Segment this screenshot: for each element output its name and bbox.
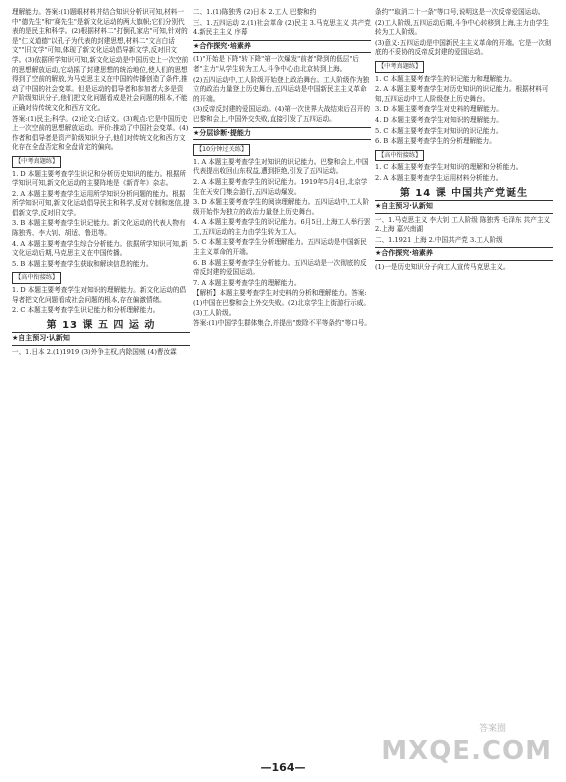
paragraph: (3)反帝反封建的爱国运动。(4)第一次世界大战结束后召开的巴黎和会上,中国外交失败,直接引发了五四运动。 (193, 105, 370, 123)
section-banner: ★合作探究·培素养 (375, 247, 553, 261)
answer-item: 2. A 本题主要考查学生运用材料分析能力。 (375, 173, 503, 182)
section-banner: ★合作探究·培素养 (193, 40, 371, 54)
answer-item: 2. A 本题主要考查学生的识记能力。1919年5月4日,北京学生在天安门集会游行,五四运动爆发。 (193, 177, 368, 196)
answer-item: 6. B 本题主要考查学生的分析理解能力。 (375, 137, 496, 146)
answer-item: 3. B 本题主要考查学生识记能力。新文化运动的代表人物有陈独秀、李大钊、胡适、鲁迅等。 (12, 219, 186, 238)
paragraph: 理解能力。答案:(1)题眼材料并结合知识分析识可知,材料一中"德先生"和"赛先生"是新文化运动的两大旗帜;它们分别代表的是民主和科学。(2)根据材料二"打倒孔家店"可知,针对的是"仁义道德"以孔子为代表的封建思想,材料二"文言白话文""旧文学"可知,体现了新文化运动倡导新文学,反对旧文学。(3)依据所学知识可知,新文化运动是中国历史上一次空前的思想解放运动,它动摇了封建思想的统治地位,使人们的思想得到了空前的解放,为马克思主义在中国的传播创造了条件,推动了中国的社会变革。但是运动的倡导者和参加者大多是资产阶级知识分子,他们把文化问题看成是社会问题的根本,不能正确对待传统文化和西方文化。 (12, 8, 189, 112)
column-right (375, 8, 553, 274)
paragraph: (2)五四运动中,工人阶级开始登上政治舞台。工人阶级作为独立的政治力量登上历史舞台,五四运动是中国新民主主义革命的开端。 (193, 75, 370, 103)
lesson-title: 第 14 课 中国共产党诞生 (399, 187, 529, 199)
answer-item: 5. B 本题主要考查学生获取和解读信息的能力。 (12, 259, 153, 268)
paragraph: (3)意义:五四运动是中国新民主主义革命的开端。它是一次彻底的不妥协的反帝反封建的爱国运动。 (375, 38, 552, 57)
answer-item: 三、1.五四运动 2.(1)社会革命 (2)民主 3.马克思主义 共产党 4.新民主主义 序幕 (193, 18, 371, 37)
section-tag-zhongkao: 【中考真题练】 (12, 156, 61, 168)
answer-item: 3. D 本题主要考查学生对史料的理解能力。 (375, 105, 503, 114)
paragraph: 条约""取消二十一条"等口号,说明这是一次反帝爱国运动。 (375, 8, 545, 16)
answer-item: 二、1.1921 上海 2.中国共产党 3.工人阶级 (375, 235, 503, 244)
section-banner: ★分层诊断·提能力 (193, 127, 371, 141)
answer-item: 7. A 本题主要考查学生的理解能力。 (193, 278, 301, 287)
section-banner: ★自主预习·认新知 (12, 332, 190, 346)
paragraph: (1)"开始是下降"转下降"第一次爆发"前者"降到的低层"后者"主力"从学生转为工人,斗争中心由北京转到上海。 (193, 55, 360, 73)
answer-item: 2. C 本题主要考查学生识记能力和分析理解能力。 (12, 306, 160, 315)
paragraph: (2)工人阶级,五四运动后期,斗争中心转移到上海,主力由学生转为工人阶级。 (375, 18, 549, 37)
section-banner: ★自主预习·认新知 (375, 200, 553, 214)
answer-item: 6. B 本题主要考查学生分析能力。五四运动是一次彻底的反帝反封建的爱国运动。 (193, 258, 367, 277)
column-middle (193, 8, 371, 330)
answer-item: 二、1.(1)陈独秀 (2)日本 2.工人 巴黎和约 (193, 8, 317, 16)
answer-item: 一、1.日本 2.(1)1919 (3)外争主权,内除国贼 (4)曹汝霖 (12, 348, 177, 356)
watermark-subtitle: 答案圈 (478, 724, 506, 734)
paragraph: 答案:(1)中国学生群体集合,并提出"废除不平等条约"等口号。 (193, 319, 371, 328)
paragraph: 答案:(1)民主;科学。(2)论文:白话文。(3)观点:它是中国历史上一次空前的思想解放运动。评价:推动了中国社会变革。(4)作者和倡导者是资产阶级知识分子,他们对传统文化和西方文化存在全盘否定和全盘肯定的偏向。 (12, 114, 189, 152)
answer-item: 1. D 本题主要考查学生识记和分析历史知识的能力。根据所学知识可知,新文化运动的主要阵地是《新青年》杂志。 (12, 169, 187, 188)
answer-item: 1. C 本题主要考查学生的识记能力和理解能力。 (375, 74, 516, 83)
section-tag-lian: 【10分钟过关练】 (193, 144, 250, 156)
section-tag-zhongkao: 【中考真题练】 (375, 61, 424, 73)
answer-item: 5. C 本题主要考查学生对知识的识记能力。 (375, 126, 503, 135)
answer-item: 1. D 本题主要考查学生对知识的理解能力。新文化运动的倡导者把文化问题看成社会问题的根本,存在偏激情绪。 (12, 286, 187, 304)
lesson-title: 第 13 课 五 四 运 动 (46, 319, 156, 331)
paragraph: 【解析】本题主要考查学生对史料的分析和理解能力。答案:(1)中国在巴黎和会上外交失败。(2)北京学生上街游行示威。(3)工人阶级。 (193, 289, 370, 317)
section-tag-gaozhong: 【高中衔接练】 (12, 272, 61, 284)
column-left (12, 8, 190, 359)
answer-item: 1. C 本题主要考查学生对知识的理解和分析能力。 (375, 163, 523, 172)
watermark-logo: MXQE.COM (381, 736, 552, 766)
answer-item: 4. D 本题主要考查学生对知识的理解能力。 (375, 115, 503, 124)
answer-item: 5. C 本题主要考查学生分析理解能力。五四运动是中国新民主主义革命的开端。 (193, 238, 367, 257)
answer-item: 1. A 本题主要考查学生对知识的识记能力。巴黎和会上,中国代表提出收回山东权益,遭到拒绝,引发了五四运动。 (193, 157, 369, 176)
answer-item: 一、1.马克思主义 李大钊 工人阶级 陈独秀 毛泽东 共产主义 2.上海 嘉兴南湖 (375, 215, 551, 234)
answer-item: 4. A 本题主要考查学生的识记能力。6月5日,上海工人举行罢工,五四运动的主力由学生转为工人。 (193, 218, 371, 236)
section-tag-gaozhong: 【高中衔接练】 (375, 150, 424, 162)
answer-item: 2. A 本题主要考查学生对历史知识的识记能力。根据材料可知,五四运动中工人阶级登上历史舞台。 (375, 85, 549, 103)
page-number: —164— (260, 761, 306, 774)
paragraph: (1)一是历史知识分子向工人宣传马克思主义。 (375, 263, 510, 272)
answer-item: 4. A 本题主要考查学生综合分析能力。依据所学知识可知,新文化运动后期,马克思主义在中国传播。 (12, 239, 188, 258)
answer-item: 3. D 本题主要考查学生的阅读理解能力。五四运动中,工人阶级开始作为独立的政治力量登上历史舞台。 (193, 198, 370, 216)
answer-item: 2. A 本题主要考查学生运用所学知识分析问题的能力。根据所学知识可知,新文化运动倡导民主和科学,反对专制和迷信,提倡新文学,反对旧文学。 (12, 189, 190, 217)
